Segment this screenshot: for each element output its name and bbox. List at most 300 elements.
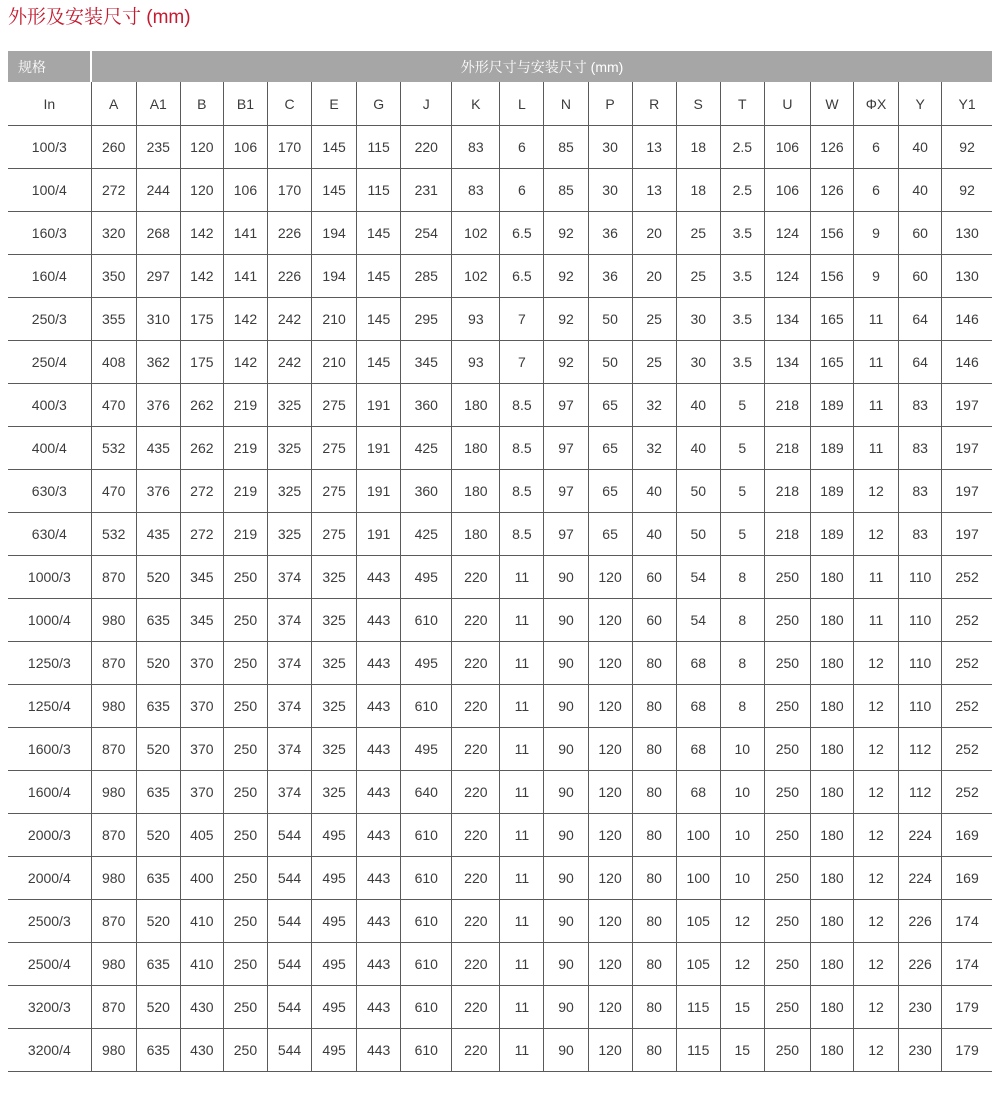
- value-cell: 8: [720, 685, 764, 728]
- value-cell: 980: [91, 685, 136, 728]
- value-cell: 145: [357, 255, 401, 298]
- value-cell: 10: [720, 814, 764, 857]
- value-cell: 443: [357, 642, 401, 685]
- value-cell: 10: [720, 728, 764, 771]
- value-cell: 6: [500, 169, 544, 212]
- value-cell: 142: [223, 341, 267, 384]
- value-cell: 142: [180, 212, 223, 255]
- value-cell: 231: [401, 169, 452, 212]
- value-cell: 250: [764, 728, 810, 771]
- table-body: [8, 126, 992, 1072]
- value-cell: 250: [223, 556, 267, 599]
- spec-cell: 1600/3: [8, 728, 91, 771]
- table-row: [8, 728, 992, 771]
- value-cell: 50: [676, 470, 720, 513]
- value-cell: 325: [267, 384, 311, 427]
- value-cell: 250: [223, 685, 267, 728]
- table-row: [8, 1029, 992, 1072]
- value-cell: 60: [899, 255, 942, 298]
- value-cell: 80: [632, 685, 676, 728]
- value-cell: 115: [676, 1029, 720, 1072]
- value-cell: 80: [632, 771, 676, 814]
- value-cell: 174: [942, 900, 992, 943]
- value-cell: 495: [312, 857, 357, 900]
- value-cell: 252: [942, 642, 992, 685]
- value-cell: 65: [588, 513, 632, 556]
- value-cell: 9: [854, 212, 899, 255]
- value-cell: 226: [899, 900, 942, 943]
- value-cell: 90: [544, 1029, 588, 1072]
- column-header: J: [401, 82, 452, 126]
- value-cell: 6.5: [500, 212, 544, 255]
- value-cell: 191: [357, 384, 401, 427]
- table-row: [8, 126, 992, 169]
- value-cell: 165: [810, 341, 853, 384]
- value-cell: 175: [180, 341, 223, 384]
- value-cell: 610: [401, 857, 452, 900]
- value-cell: 110: [899, 599, 942, 642]
- value-cell: 189: [810, 513, 853, 556]
- value-cell: 180: [452, 384, 500, 427]
- table-row: [8, 900, 992, 943]
- value-cell: 6: [500, 126, 544, 169]
- value-cell: 120: [588, 556, 632, 599]
- value-cell: 180: [810, 642, 853, 685]
- value-cell: 100: [676, 857, 720, 900]
- column-header: U: [764, 82, 810, 126]
- value-cell: 7: [500, 298, 544, 341]
- value-cell: 250: [764, 556, 810, 599]
- value-cell: 11: [500, 728, 544, 771]
- value-cell: 443: [357, 1029, 401, 1072]
- value-cell: 106: [764, 169, 810, 212]
- value-cell: 92: [544, 255, 588, 298]
- value-cell: 11: [500, 642, 544, 685]
- value-cell: 250: [764, 857, 810, 900]
- value-cell: 376: [136, 384, 180, 427]
- value-cell: 11: [854, 384, 899, 427]
- value-cell: 13: [632, 126, 676, 169]
- value-cell: 443: [357, 771, 401, 814]
- value-cell: 285: [401, 255, 452, 298]
- value-cell: 15: [720, 1029, 764, 1072]
- value-cell: 12: [854, 685, 899, 728]
- value-cell: 11: [500, 1029, 544, 1072]
- table-row: [8, 470, 992, 513]
- value-cell: 275: [312, 470, 357, 513]
- group-header-row: [8, 51, 992, 82]
- value-cell: 235: [136, 126, 180, 169]
- value-cell: 90: [544, 986, 588, 1029]
- value-cell: 544: [267, 814, 311, 857]
- value-cell: 18: [676, 169, 720, 212]
- value-cell: 120: [588, 857, 632, 900]
- value-cell: 3.5: [720, 341, 764, 384]
- value-cell: 443: [357, 728, 401, 771]
- value-cell: 156: [810, 255, 853, 298]
- value-cell: 105: [676, 900, 720, 943]
- value-cell: 90: [544, 771, 588, 814]
- value-cell: 610: [401, 814, 452, 857]
- table-row: [8, 255, 992, 298]
- table-row: [8, 814, 992, 857]
- value-cell: 635: [136, 685, 180, 728]
- column-header: G: [357, 82, 401, 126]
- value-cell: 220: [452, 857, 500, 900]
- value-cell: 12: [854, 857, 899, 900]
- value-cell: 220: [401, 126, 452, 169]
- value-cell: 532: [91, 427, 136, 470]
- value-cell: 5: [720, 513, 764, 556]
- value-cell: 443: [357, 556, 401, 599]
- value-cell: 11: [500, 857, 544, 900]
- value-cell: 250: [223, 771, 267, 814]
- value-cell: 145: [312, 169, 357, 212]
- value-cell: 65: [588, 427, 632, 470]
- value-cell: 25: [632, 298, 676, 341]
- value-cell: 220: [452, 556, 500, 599]
- table-row: [8, 857, 992, 900]
- value-cell: 90: [544, 642, 588, 685]
- value-cell: 220: [452, 599, 500, 642]
- value-cell: 470: [91, 384, 136, 427]
- value-cell: 80: [632, 728, 676, 771]
- value-cell: 544: [267, 1029, 311, 1072]
- value-cell: 8: [720, 599, 764, 642]
- table-row: [8, 212, 992, 255]
- value-cell: 189: [810, 470, 853, 513]
- value-cell: 180: [810, 685, 853, 728]
- table-row: [8, 685, 992, 728]
- value-cell: 345: [180, 556, 223, 599]
- value-cell: 430: [180, 986, 223, 1029]
- value-cell: 320: [91, 212, 136, 255]
- value-cell: 495: [401, 728, 452, 771]
- value-cell: 145: [312, 126, 357, 169]
- value-cell: 470: [91, 470, 136, 513]
- value-cell: 250: [223, 943, 267, 986]
- value-cell: 345: [180, 599, 223, 642]
- column-header: ΦX: [854, 82, 899, 126]
- value-cell: 430: [180, 1029, 223, 1072]
- value-cell: 640: [401, 771, 452, 814]
- value-cell: 250: [223, 900, 267, 943]
- value-cell: 325: [267, 513, 311, 556]
- value-cell: 6.5: [500, 255, 544, 298]
- value-cell: 179: [942, 1029, 992, 1072]
- column-header: B: [180, 82, 223, 126]
- value-cell: 250: [764, 599, 810, 642]
- value-cell: 60: [899, 212, 942, 255]
- value-cell: 226: [267, 212, 311, 255]
- value-cell: 112: [899, 771, 942, 814]
- value-cell: 120: [588, 642, 632, 685]
- value-cell: 495: [312, 1029, 357, 1072]
- spec-cell: 400/4: [8, 427, 91, 470]
- value-cell: 18: [676, 126, 720, 169]
- value-cell: 224: [899, 814, 942, 857]
- value-cell: 443: [357, 814, 401, 857]
- table-row: [8, 427, 992, 470]
- value-cell: 254: [401, 212, 452, 255]
- value-cell: 495: [312, 986, 357, 1029]
- value-cell: 30: [588, 169, 632, 212]
- value-cell: 405: [180, 814, 223, 857]
- value-cell: 102: [452, 212, 500, 255]
- value-cell: 250: [764, 986, 810, 1029]
- value-cell: 443: [357, 857, 401, 900]
- value-cell: 355: [91, 298, 136, 341]
- value-cell: 252: [942, 728, 992, 771]
- value-cell: 374: [267, 556, 311, 599]
- value-cell: 495: [312, 900, 357, 943]
- column-header: T: [720, 82, 764, 126]
- table-row: [8, 771, 992, 814]
- value-cell: 532: [91, 513, 136, 556]
- value-cell: 272: [180, 470, 223, 513]
- value-cell: 145: [357, 298, 401, 341]
- value-cell: 220: [452, 986, 500, 1029]
- value-cell: 106: [223, 169, 267, 212]
- value-cell: 60: [632, 556, 676, 599]
- value-cell: 11: [500, 943, 544, 986]
- table-row: [8, 599, 992, 642]
- value-cell: 544: [267, 943, 311, 986]
- value-cell: 40: [676, 427, 720, 470]
- value-cell: 5: [720, 384, 764, 427]
- value-cell: 90: [544, 943, 588, 986]
- value-cell: 60: [632, 599, 676, 642]
- value-cell: 12: [854, 1029, 899, 1072]
- value-cell: 443: [357, 986, 401, 1029]
- value-cell: 220: [452, 771, 500, 814]
- value-cell: 252: [942, 599, 992, 642]
- value-cell: 115: [357, 126, 401, 169]
- value-cell: 165: [810, 298, 853, 341]
- value-cell: 197: [942, 384, 992, 427]
- value-cell: 180: [452, 513, 500, 556]
- column-header-in: In: [8, 82, 91, 126]
- value-cell: 610: [401, 685, 452, 728]
- value-cell: 362: [136, 341, 180, 384]
- value-cell: 219: [223, 513, 267, 556]
- value-cell: 85: [544, 169, 588, 212]
- value-cell: 219: [223, 384, 267, 427]
- value-cell: 297: [136, 255, 180, 298]
- value-cell: 40: [899, 169, 942, 212]
- value-cell: 252: [942, 556, 992, 599]
- value-cell: 90: [544, 599, 588, 642]
- value-cell: 520: [136, 728, 180, 771]
- value-cell: 520: [136, 986, 180, 1029]
- value-cell: 90: [544, 728, 588, 771]
- value-cell: 175: [180, 298, 223, 341]
- value-cell: 30: [676, 341, 720, 384]
- value-cell: 180: [810, 599, 853, 642]
- value-cell: 83: [899, 427, 942, 470]
- value-cell: 325: [267, 427, 311, 470]
- value-cell: 80: [632, 900, 676, 943]
- value-cell: 11: [854, 341, 899, 384]
- value-cell: 80: [632, 857, 676, 900]
- value-cell: 370: [180, 685, 223, 728]
- value-cell: 275: [312, 513, 357, 556]
- value-cell: 191: [357, 427, 401, 470]
- value-cell: 120: [180, 169, 223, 212]
- value-cell: 8.5: [500, 427, 544, 470]
- value-cell: 218: [764, 470, 810, 513]
- value-cell: 325: [312, 642, 357, 685]
- value-cell: 11: [500, 771, 544, 814]
- value-cell: 120: [588, 1029, 632, 1072]
- value-cell: 635: [136, 1029, 180, 1072]
- value-cell: 12: [854, 728, 899, 771]
- value-cell: 93: [452, 341, 500, 384]
- value-cell: 11: [854, 298, 899, 341]
- value-cell: 220: [452, 642, 500, 685]
- value-cell: 230: [899, 1029, 942, 1072]
- value-cell: 191: [357, 470, 401, 513]
- value-cell: 9: [854, 255, 899, 298]
- value-cell: 102: [452, 255, 500, 298]
- value-cell: 870: [91, 814, 136, 857]
- value-cell: 244: [136, 169, 180, 212]
- value-cell: 11: [500, 556, 544, 599]
- value-cell: 12: [854, 771, 899, 814]
- value-cell: 106: [764, 126, 810, 169]
- value-cell: 20: [632, 212, 676, 255]
- value-cell: 12: [854, 986, 899, 1029]
- value-cell: 83: [899, 470, 942, 513]
- value-cell: 85: [544, 126, 588, 169]
- table-row: [8, 298, 992, 341]
- value-cell: 12: [720, 943, 764, 986]
- column-header: C: [267, 82, 311, 126]
- value-cell: 12: [854, 470, 899, 513]
- value-cell: 80: [632, 986, 676, 1029]
- value-cell: 870: [91, 728, 136, 771]
- value-cell: 92: [544, 298, 588, 341]
- value-cell: 110: [899, 642, 942, 685]
- value-cell: 97: [544, 384, 588, 427]
- value-cell: 310: [136, 298, 180, 341]
- value-cell: 252: [942, 771, 992, 814]
- column-header: S: [676, 82, 720, 126]
- value-cell: 92: [544, 212, 588, 255]
- value-cell: 20: [632, 255, 676, 298]
- value-cell: 6: [854, 126, 899, 169]
- value-cell: 11: [854, 556, 899, 599]
- table-row: [8, 513, 992, 556]
- column-header: E: [312, 82, 357, 126]
- value-cell: 32: [632, 427, 676, 470]
- value-cell: 83: [452, 126, 500, 169]
- value-cell: 83: [899, 513, 942, 556]
- value-cell: 260: [91, 126, 136, 169]
- value-cell: 120: [588, 900, 632, 943]
- dimensions-table: [8, 51, 992, 1072]
- value-cell: 64: [899, 298, 942, 341]
- value-cell: 80: [632, 814, 676, 857]
- value-cell: 870: [91, 986, 136, 1029]
- value-cell: 495: [312, 943, 357, 986]
- value-cell: 226: [267, 255, 311, 298]
- value-cell: 520: [136, 900, 180, 943]
- value-cell: 610: [401, 986, 452, 1029]
- value-cell: 83: [899, 384, 942, 427]
- value-cell: 520: [136, 642, 180, 685]
- spec-cell: 1250/4: [8, 685, 91, 728]
- column-header: Y: [899, 82, 942, 126]
- value-cell: 8.5: [500, 470, 544, 513]
- value-cell: 6: [854, 169, 899, 212]
- value-cell: 120: [588, 728, 632, 771]
- value-cell: 5: [720, 470, 764, 513]
- value-cell: 350: [91, 255, 136, 298]
- value-cell: 435: [136, 513, 180, 556]
- value-cell: 134: [764, 341, 810, 384]
- value-cell: 425: [401, 513, 452, 556]
- value-cell: 68: [676, 642, 720, 685]
- value-cell: 179: [942, 986, 992, 1029]
- value-cell: 408: [91, 341, 136, 384]
- column-header: P: [588, 82, 632, 126]
- spec-cell: 630/3: [8, 470, 91, 513]
- value-cell: 40: [632, 513, 676, 556]
- value-cell: 400: [180, 857, 223, 900]
- value-cell: 68: [676, 771, 720, 814]
- value-cell: 142: [180, 255, 223, 298]
- value-cell: 12: [854, 943, 899, 986]
- value-cell: 272: [180, 513, 223, 556]
- value-cell: 174: [942, 943, 992, 986]
- value-cell: 110: [899, 556, 942, 599]
- value-cell: 219: [223, 470, 267, 513]
- value-cell: 410: [180, 943, 223, 986]
- value-cell: 180: [810, 857, 853, 900]
- spec-cell: 100/3: [31, 139, 67, 155]
- value-cell: 194: [312, 255, 357, 298]
- value-cell: 374: [267, 599, 311, 642]
- value-cell: 242: [267, 298, 311, 341]
- value-cell: 2.5: [720, 126, 764, 169]
- value-cell: 220: [452, 685, 500, 728]
- value-cell: 224: [899, 857, 942, 900]
- value-cell: 93: [452, 298, 500, 341]
- value-cell: 30: [588, 126, 632, 169]
- value-cell: 12: [854, 642, 899, 685]
- value-cell: 374: [267, 685, 311, 728]
- value-cell: 275: [312, 384, 357, 427]
- value-cell: 80: [632, 1029, 676, 1072]
- value-cell: 250: [223, 642, 267, 685]
- value-cell: 120: [588, 771, 632, 814]
- spec-cell: 2000/3: [8, 814, 91, 857]
- spec-cell: 630/4: [8, 513, 91, 556]
- value-cell: 169: [942, 814, 992, 857]
- value-cell: 25: [676, 212, 720, 255]
- value-cell: 120: [588, 986, 632, 1029]
- value-cell: 130: [942, 255, 992, 298]
- value-cell: 3.5: [720, 298, 764, 341]
- value-cell: 50: [588, 298, 632, 341]
- value-cell: 226: [899, 943, 942, 986]
- value-cell: 219: [223, 427, 267, 470]
- value-cell: 435: [136, 427, 180, 470]
- value-cell: 90: [544, 814, 588, 857]
- value-cell: 610: [401, 1029, 452, 1072]
- value-cell: 218: [764, 427, 810, 470]
